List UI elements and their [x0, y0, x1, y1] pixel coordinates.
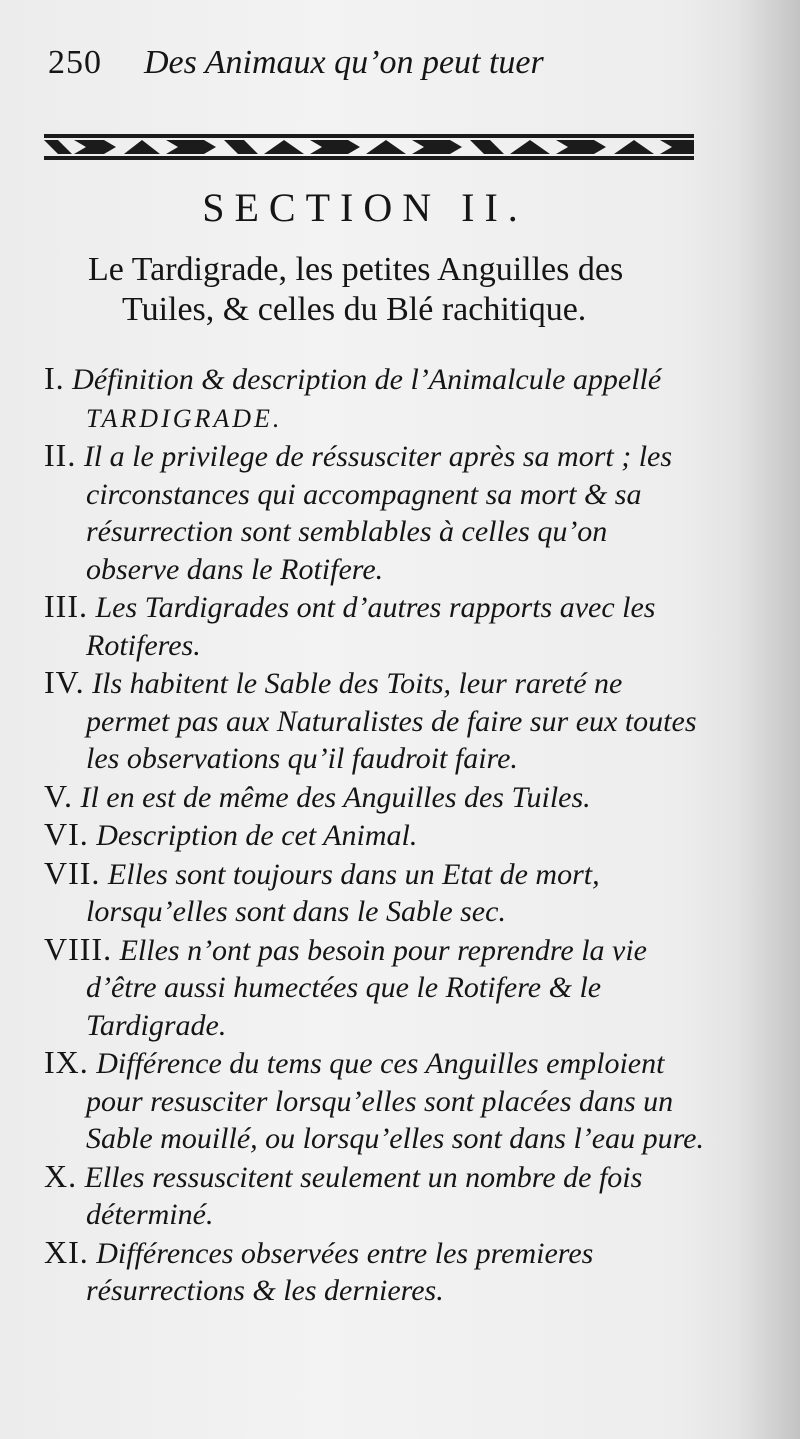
item-text: Description de cet Animal. [96, 819, 418, 852]
list-item [44, 816, 704, 855]
subtitle-line-1: Le Tardigrade, les petites Anguilles des [88, 251, 624, 288]
item-number: I. [44, 360, 65, 396]
list-item [44, 437, 704, 588]
item-number: V. [44, 777, 73, 814]
item-number: VI. [44, 816, 89, 852]
decorative-border-ornament [44, 132, 694, 162]
item-text: Définition & description de l’Animalcule appellé [72, 363, 662, 396]
item-number: II. [44, 437, 77, 473]
item-text: Elles sont toujours dans un Etat de mort, lorsqu’elles sont dans le Sable sec. [86, 857, 600, 928]
item-text: Elles n’ont pas besoin pour reprendre la vie d’être aussi humectées que le Rotifere & le Tardigrade. [86, 933, 647, 1042]
subtitle-line-2: Tuiles, & celles du Blé rachitique. [122, 291, 587, 328]
item-number: XI. [44, 1233, 89, 1270]
contents-list [44, 360, 704, 1310]
list-item [44, 778, 704, 817]
item-text: Différences observées entre les premieres résurrections & les dernieres. [86, 1236, 594, 1307]
page-header [48, 44, 748, 104]
list-item [44, 931, 704, 1045]
item-number: IX. [44, 1044, 89, 1080]
running-head: Des Animaux qu’on peut tuer [144, 44, 544, 81]
item-text: Il a le privilege de réssusciter après sa mort ; les circonstances qui accompagnent sa mort & sa résurrection sont semblables à celles qu’on observe dans le Rotifere. [83, 440, 673, 586]
item-text: Ils habitent le Sable des Toits, leur rareté ne permet pas aux Naturalistes de faire sur eux toutes les observations qu’il faudroit faire. [86, 667, 697, 775]
item-number: VIII. [44, 930, 113, 967]
page-gutter-shadow [738, 0, 800, 1439]
item-number: IV. [44, 664, 85, 700]
list-item [44, 588, 704, 664]
item-number: X. [44, 1157, 78, 1194]
list-item [44, 1158, 704, 1234]
list-item [44, 360, 704, 437]
item-text: Les Tardigrades ont d’autres rapports avec les Rotiferes. [86, 591, 656, 662]
item-text: Elles ressuscitent seulement un nombre de fois déterminé. [84, 1160, 643, 1231]
page-number: 250 [48, 44, 102, 81]
item-text: Différence du tems que ces Anguilles emploient pour resusciter lorsqu’elles sont placées dans un Sable mouillé, ou lorsqu’elles sont dans l’eau pure. [86, 1047, 704, 1155]
item-text: Il en est de même des Anguilles des Tuiles. [80, 780, 591, 814]
item-number: III. [44, 588, 88, 624]
list-item [44, 1234, 704, 1310]
list-item [44, 664, 704, 778]
list-item [44, 1044, 704, 1158]
item-text-caps: TARDIGRADE. [86, 403, 283, 433]
section-title: SECTION II. [202, 185, 528, 230]
section-subtitle [58, 250, 698, 330]
list-item [44, 855, 704, 931]
item-number: VII. [44, 854, 101, 891]
